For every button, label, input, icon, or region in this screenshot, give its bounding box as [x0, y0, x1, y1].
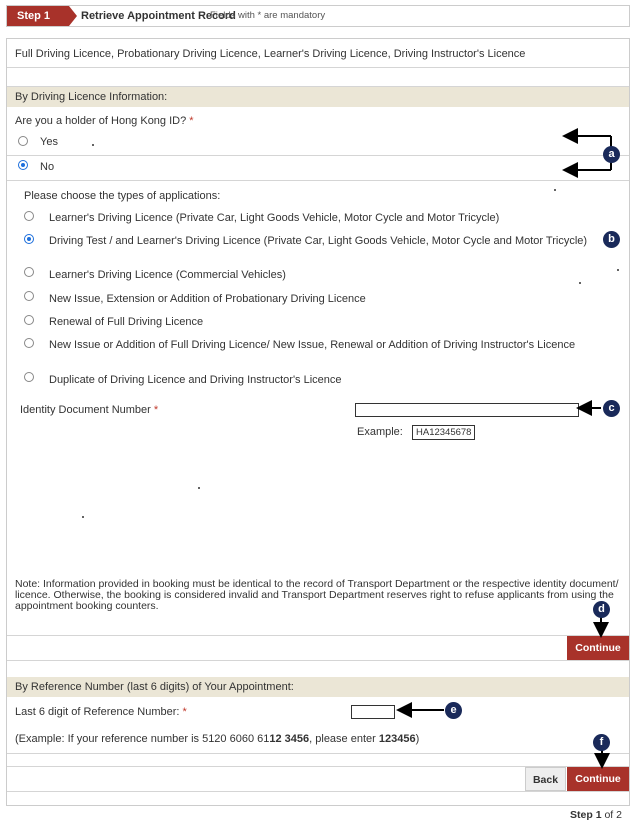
app-type-label-3[interactable]: Learner's Driving Licence (Commercial Vehicles) — [49, 269, 286, 281]
back-button[interactable]: Back — [525, 767, 566, 791]
app-type-label-7[interactable]: Duplicate of Driving Licence and Driving Instructor's Licence — [49, 374, 342, 386]
continue-button-licence[interactable]: Continue — [567, 636, 629, 660]
callout-c: c — [603, 400, 620, 417]
licence-types-title: Full Driving Licence, Probationary Driving Licence, Learner's Driving Licence, Driving Instructor's Licence — [15, 48, 526, 60]
callout-f: f — [593, 734, 610, 751]
mandatory-note: Fields with * are mandatory — [210, 10, 326, 21]
reference-label-text: Last 6 digit of Reference Number: — [15, 706, 180, 718]
step-indicator: Step 1 — [7, 6, 69, 26]
step-counter-total: of 2 — [604, 809, 622, 821]
required-mark: * — [182, 706, 187, 718]
app-type-label-5[interactable]: Renewal of Full Driving Licence — [49, 316, 204, 328]
example-value: HA12345678 — [412, 425, 475, 440]
step-counter-word: Step — [570, 809, 593, 821]
continue-button-reference[interactable]: Continue — [567, 767, 629, 791]
section-header-licence-info: By Driving Licence Information: — [7, 87, 629, 107]
step-counter — [570, 809, 622, 821]
reference-example-mid: , please enter — [309, 733, 379, 745]
callout-a: a — [603, 146, 620, 163]
reference-example-suffix: ) — [415, 733, 420, 745]
id-document-label-text: Identity Document Number — [20, 404, 151, 416]
radio-no-label[interactable]: No — [40, 161, 55, 173]
reference-example-answer: 123456 — [378, 733, 416, 745]
hkid-question-text: Are you a holder of Hong Kong ID? — [15, 115, 187, 127]
example-label: Example: — [357, 426, 403, 438]
radio-yes-label[interactable]: Yes — [40, 136, 58, 148]
required-mark: * — [153, 404, 159, 416]
reference-example-prefix: (Example: If your reference number is 5120 6060 61 — [15, 733, 270, 745]
app-type-label-4[interactable]: New Issue, Extension or Addition of Probationary Driving Licence — [49, 293, 366, 305]
app-type-label-2[interactable]: Driving Test / and Learner's Driving Licence (Private Car, Light Goods Vehicle, Motor Cycle and Motor Tricycle) — [49, 235, 588, 247]
app-type-label-6[interactable]: New Issue or Addition of Full Driving Licence/ New Issue, Renewal or Addition of Driving Instructor's Licence — [49, 339, 576, 351]
section-header-reference: By Reference Number (last 6 digits) of Your Appointment: — [7, 677, 629, 697]
booking-note: Note: Information provided in booking must be identical to the record of Transport Department or the respective identity document/ licence. Otherwise, the booking is considered invalid and Transport Department reserves right to refuse applicants from using the appointment booking counters. — [15, 578, 619, 612]
app-type-label-1[interactable]: Learner's Driving Licence (Private Car, Light Goods Vehicle, Motor Cycle and Motor Tricycle) — [49, 212, 500, 224]
app-types-prompt: Please choose the types of applications: — [24, 190, 221, 202]
callout-d: d — [593, 601, 610, 618]
step-title: Retrieve Appointment Record — [81, 10, 236, 22]
step-counter-current: 1 — [595, 809, 602, 821]
reference-example-digits: 12 3456 — [269, 733, 310, 745]
callout-b: b — [603, 231, 620, 248]
callout-e: e — [445, 702, 462, 719]
required-mark: * — [189, 115, 194, 127]
